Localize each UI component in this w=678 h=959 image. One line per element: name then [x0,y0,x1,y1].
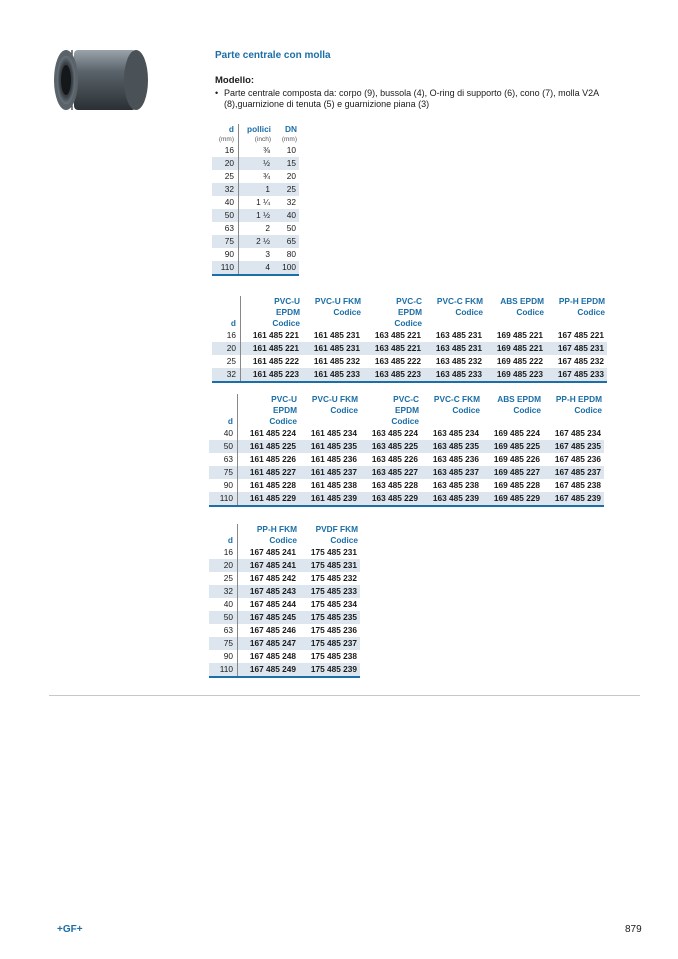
table-cell: 169 485 222 [496,356,543,366]
cell-d: 25 [212,355,241,368]
table-row [209,611,360,624]
table-cell: 169 485 224 [493,428,540,438]
col-header-pvdf-fkm: PVDF FKM Codice [315,524,358,545]
table-row [209,572,360,585]
table-cell: 167 485 233 [546,368,607,382]
table-cell: 163 485 234 [432,428,479,438]
cell-d: 63 [209,453,238,466]
model-description-text: Parte centrale composta da: corpo (9), bussola (4), O-ring di supporto (6), cono (7), molla V2A (8),guarnizione di tenuta (5) e guarnizione piana (3) [224,88,599,109]
table-cell: 163 485 223 [363,368,424,382]
table-row [212,248,299,261]
cell-d: 90 [209,650,238,663]
col-header-pvc-u-fkm: PVC-U FKM Codice [314,296,361,317]
cell-d: 16 [212,329,241,342]
cell-d: 40 [212,196,239,209]
table-cell: 167 485 238 [554,480,601,490]
table-cell: ¾ [263,171,270,181]
model-label: Modello: [215,75,255,86]
table-cell: 3 [265,249,270,259]
table-cell: 32 [286,197,296,207]
cell-d: 110 [209,492,238,506]
table-cell: ½ [239,157,274,170]
table-cell: 161 485 223 [241,368,303,382]
table-cell: 167 485 244 [249,599,296,609]
table-cell: 169 485 227 [482,466,543,479]
table-cell: 2 [265,223,270,233]
table-cell: 161 485 234 [310,428,357,438]
table-cell: 175 485 236 [310,625,357,635]
cell-d: 75 [212,235,239,248]
table-cell: 175 485 235 [299,611,360,624]
model-description [215,88,645,109]
table-cell: 169 485 229 [482,492,543,506]
codes-table-c [209,524,360,678]
table-row [212,183,299,196]
table-cell: 175 485 233 [299,585,360,598]
table-row [209,466,604,479]
table-row [212,209,299,222]
cell-d: 50 [209,440,238,453]
table-cell: 167 485 239 [543,492,604,506]
cell-d: 16 [212,144,239,157]
table-cell: 169 485 221 [485,342,546,355]
table-cell: 100 [273,261,299,275]
cell-d: 32 [212,183,239,196]
table-cell: 169 485 226 [493,454,540,464]
table-cell: 163 485 231 [424,342,485,355]
col-header-pvc-u-epdm: PVC-U EPDM Codice [272,296,300,328]
table-cell: 163 485 232 [435,356,482,366]
table-row [209,637,360,650]
table-cell: 169 485 223 [485,368,546,382]
table-cell: 161 485 222 [252,356,299,366]
table-row [209,453,604,466]
col-header-pollici: pollici [247,124,271,134]
codes-table-a [212,296,607,383]
table-cell: 167 485 248 [249,651,296,661]
table-cell: 175 485 232 [310,573,357,583]
table-row [212,144,299,157]
cell-d: 25 [212,170,239,183]
table-cell: 1 ½ [239,209,274,222]
table-cell: 161 485 238 [310,480,357,490]
table-cell: 161 485 229 [238,492,300,506]
table-row [209,650,360,663]
table-cell: 161 485 221 [252,330,299,340]
col-header-abs-epdm: ABS EPDM Codice [497,394,541,415]
table-row [212,222,299,235]
table-cell: 161 485 233 [302,368,363,382]
table-cell: 175 485 237 [299,637,360,650]
table-cell: 163 485 235 [421,440,482,453]
cell-d: 75 [209,466,238,479]
table-cell: 163 485 226 [371,454,418,464]
table-cell: 50 [286,223,296,233]
table-cell: 167 485 236 [554,454,601,464]
table-cell: 1 ¼ [256,197,270,207]
cell-d: 40 [209,598,238,611]
table-row [212,342,607,355]
table-cell: 163 485 221 [374,330,421,340]
table-cell: 167 485 235 [543,440,604,453]
table-row [212,157,299,170]
table-cell: 1 [239,183,274,196]
cell-d: 50 [209,611,238,624]
unit-dn: (mm) [281,136,297,143]
table-cell: 163 485 239 [421,492,482,506]
table-cell: 15 [273,157,299,170]
table-cell: 161 485 231 [302,342,363,355]
table-cell: 161 485 227 [238,466,300,479]
table-cell: 20 [286,171,296,181]
table-cell: 167 485 237 [543,466,604,479]
table-cell: 2 ½ [239,235,274,248]
table-cell: 167 485 247 [238,637,300,650]
table-row [212,329,607,342]
table-cell: 175 485 238 [310,651,357,661]
table-cell: 163 485 238 [432,480,479,490]
cell-d: 40 [209,427,238,440]
cell-d: 20 [212,342,241,355]
table-cell: 161 485 226 [249,454,296,464]
table-cell: 163 485 231 [435,330,482,340]
table-cell: 161 485 228 [249,480,296,490]
table-row [209,598,360,611]
table-cell: 169 485 221 [496,330,543,340]
col-header-d: d [212,296,241,329]
bullet-icon: • [215,88,219,98]
col-header-d: d [209,524,238,546]
table-row [209,492,604,506]
table-row [209,479,604,492]
gf-logo: +GF+ [57,924,83,935]
page-number: 879 [625,924,642,935]
table-cell: 161 485 237 [299,466,360,479]
table-cell: 175 485 234 [310,599,357,609]
unit-pollici: (inch) [254,136,271,143]
divider [49,695,640,696]
table-row [212,196,299,209]
cell-d: 90 [212,248,239,261]
table-cell: 161 485 235 [299,440,360,453]
table-cell: 175 485 239 [299,663,360,677]
cell-d: 20 [209,559,238,572]
col-header-pvc-u-fkm: PVC-U FKM Codice [311,394,358,415]
table-row [212,355,607,368]
table-cell: 167 485 241 [238,559,300,572]
table-cell: 163 485 227 [360,466,421,479]
table-cell: 163 485 233 [424,368,485,382]
col-header-d: d [209,394,238,427]
cell-d: 110 [209,663,238,677]
table-cell: 163 485 222 [374,356,421,366]
table-cell: 167 485 242 [249,573,296,583]
table-cell: 163 485 228 [371,480,418,490]
table-cell: 175 485 231 [310,547,357,557]
table-cell: 167 485 246 [249,625,296,635]
table-cell: 163 485 225 [360,440,421,453]
table-cell: ⅜ [263,145,270,155]
cell-d: 16 [209,546,238,559]
table-cell: 175 485 231 [299,559,360,572]
col-header-pp-h-fkm: PP-H FKM Codice [256,524,297,545]
table-row [209,440,604,453]
col-header-pp-h-epdm: PP-H EPDM Codice [555,394,602,415]
table-cell: 161 485 232 [313,356,360,366]
table-row [209,427,604,440]
cell-d: 63 [212,222,239,235]
table-cell: 80 [286,249,296,259]
table-cell: 161 485 224 [249,428,296,438]
product-image [52,42,158,118]
dimensions-table [212,124,299,276]
table-cell: 163 485 237 [421,466,482,479]
table-cell: 167 485 245 [238,611,300,624]
col-header-pvc-c-epdm: PVC-C EPDM Codice [391,394,419,426]
table-cell: 161 485 239 [299,492,360,506]
table-cell: 163 485 221 [363,342,424,355]
table-cell: 169 485 228 [493,480,540,490]
cell-d: 50 [212,209,239,222]
table-row [209,559,360,572]
unit-d: (mm) [212,135,239,144]
table-row [212,235,299,248]
table-row [209,585,360,598]
table-cell: 10 [286,145,296,155]
section-title: Parte centrale con molla [215,50,331,61]
table-cell: 161 485 225 [238,440,300,453]
cell-d: 75 [209,637,238,650]
table-cell: 167 485 234 [554,428,601,438]
cell-d: 25 [209,572,238,585]
cell-d: 63 [209,624,238,637]
table-row [212,170,299,183]
table-cell: 65 [273,235,299,248]
cell-d: 110 [212,261,239,275]
table-cell: 161 485 221 [241,342,303,355]
col-header-d: d [212,124,239,135]
table-cell: 167 485 232 [557,356,604,366]
table-row [212,368,607,382]
col-header-pvc-u-epdm: PVC-U EPDM Codice [269,394,297,426]
table-row [209,546,360,559]
col-header-pvc-c-epdm: PVC-C EPDM Codice [394,296,422,328]
table-row [209,663,360,677]
table-cell: 163 485 229 [360,492,421,506]
cell-d: 20 [212,157,239,170]
table-cell: 40 [273,209,299,222]
table-cell: 167 485 231 [546,342,607,355]
col-header-abs-epdm: ABS EPDM Codice [500,296,544,317]
table-row [212,261,299,275]
table-cell: 163 485 224 [371,428,418,438]
col-header-pvc-c-fkm: PVC-C FKM Codice [436,296,483,317]
col-header-pp-h-epdm: PP-H EPDM Codice [558,296,605,317]
table-cell: 4 [239,261,274,275]
table-cell: 167 485 249 [238,663,300,677]
col-header-dn: DN [285,124,297,134]
table-cell: 161 485 236 [310,454,357,464]
table-cell: 25 [273,183,299,196]
table-cell: 169 485 225 [482,440,543,453]
col-header-pvc-c-fkm: PVC-C FKM Codice [433,394,480,415]
cell-d: 90 [209,479,238,492]
table-row [209,624,360,637]
table-cell: 167 485 221 [557,330,604,340]
table-cell: 167 485 241 [249,547,296,557]
cell-d: 32 [212,368,241,382]
codes-table-b [209,394,604,507]
table-cell: 161 485 231 [313,330,360,340]
table-cell: 163 485 236 [432,454,479,464]
cell-d: 32 [209,585,238,598]
table-cell: 167 485 243 [238,585,300,598]
